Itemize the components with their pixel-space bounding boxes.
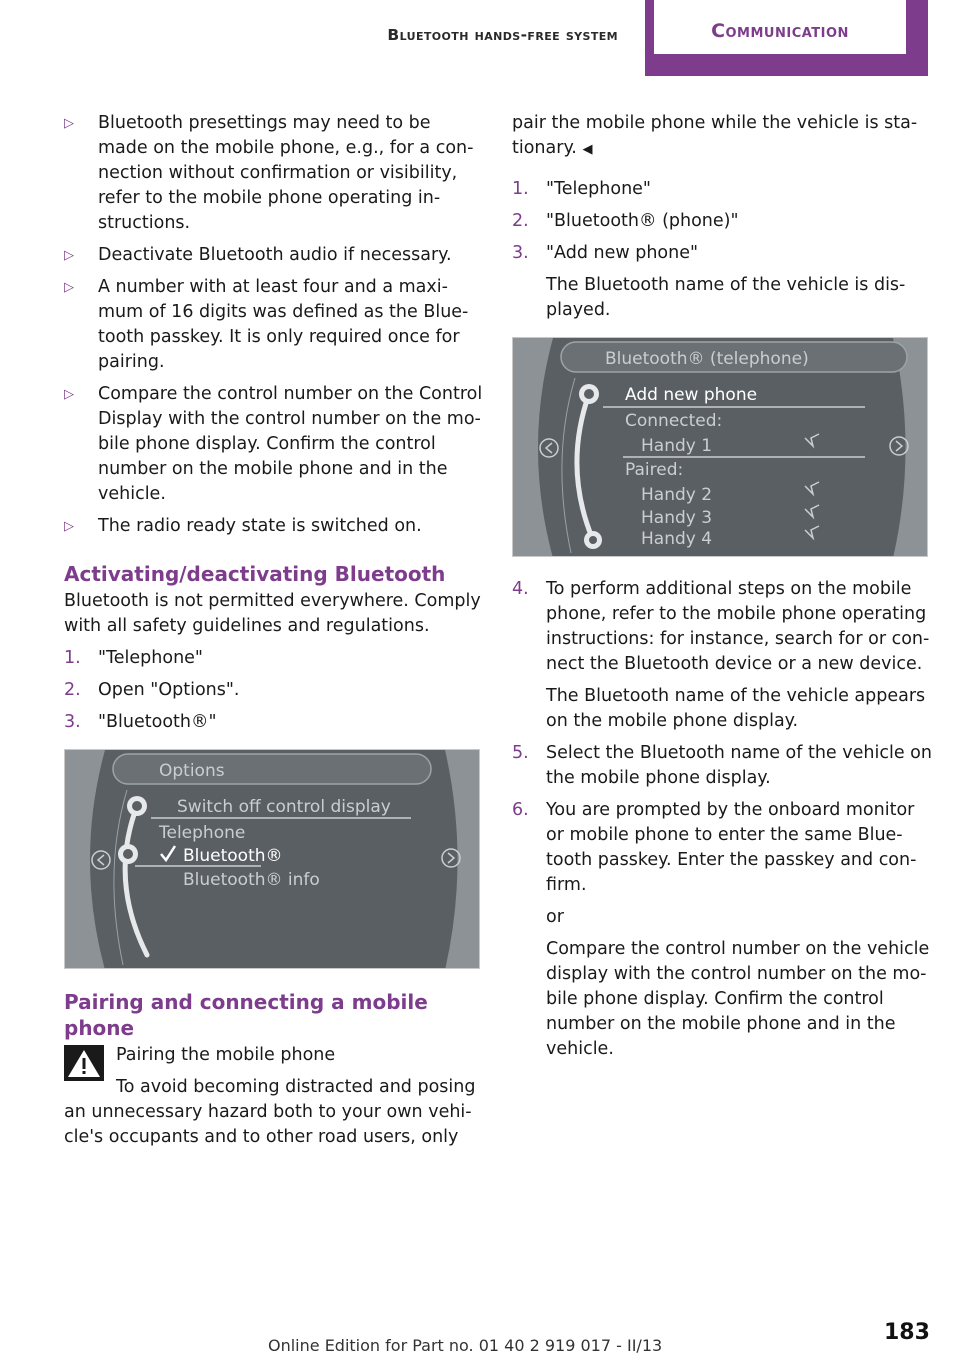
end-mark: ◀ xyxy=(582,142,593,157)
bullet-mark: ▷ xyxy=(64,387,74,402)
bullet-text: Deactivate Bluetooth audio if necessary. xyxy=(98,245,452,265)
list-item xyxy=(512,741,932,791)
list-item xyxy=(64,710,484,735)
menu-item: Handy 4 xyxy=(641,529,713,549)
list-item xyxy=(512,209,932,234)
step-number: 6. xyxy=(512,800,529,820)
step-number: 2. xyxy=(512,211,529,231)
list-item xyxy=(64,275,484,375)
step-text: "Telephone" xyxy=(98,648,203,668)
step-number: 3. xyxy=(512,243,529,263)
step-number: 5. xyxy=(512,743,529,763)
warning-block xyxy=(64,1043,484,1068)
step-note: The Bluetooth name of the vehicle appears on the mobile phone display. xyxy=(546,686,926,731)
menu-item-selected: Bluetooth® xyxy=(183,846,283,866)
step-note: Compare the control number on the vehicle display with the control number on the mo‐bile phone display. Confirm the control number on the mobile phone and in the vehicle. xyxy=(546,939,930,1059)
options-screen xyxy=(64,749,480,969)
heading-pairing: Pairing and connecting a mobile phone xyxy=(64,990,428,1040)
menu-item-selected: Add new phone xyxy=(625,385,758,405)
list-item xyxy=(512,177,932,202)
bluetooth-telephone-screen xyxy=(512,337,928,557)
running-header xyxy=(300,0,640,76)
step-number: 1. xyxy=(512,179,529,199)
page-number: 183 xyxy=(884,1320,930,1345)
menu-group-label: Paired: xyxy=(625,460,684,480)
bullet-mark: ▷ xyxy=(64,519,74,534)
bullet-text: A number with at least four and a maxi‐mum of 16 digits was defined as the Blue‐tooth passkey. It is only required once for pairing. xyxy=(98,277,469,372)
step-number: 4. xyxy=(512,579,529,599)
warning-title: Pairing the mobile phone xyxy=(116,1045,336,1065)
screen-title: Bluetooth® (telephone) xyxy=(605,349,809,369)
screen-title: Options xyxy=(159,761,225,781)
menu-item: Handy 3 xyxy=(641,508,713,528)
continued-content: pair the mobile phone while the vehicle is sta‐tionary. xyxy=(512,113,918,158)
warning-icon xyxy=(64,1045,104,1081)
chapter-tab xyxy=(645,0,928,76)
step-note: The Bluetooth name of the vehicle is dis‐played. xyxy=(546,275,906,320)
right-column xyxy=(512,111,932,1069)
step-number: 3. xyxy=(64,712,81,732)
step-text: "Bluetooth® (phone)" xyxy=(546,211,739,231)
bullet-text: Compare the control number on the Control Display with the control number on the mo‐bile phone display. Confirm the control number on the mobile phone and in the vehicle. xyxy=(98,384,483,504)
left-column xyxy=(64,111,484,1157)
step-text: To perform additional steps on the mobile phone, refer to the mobile phone operating instructions: for instance, search for or con‐nect the Bluetooth device or a new device. xyxy=(546,579,930,674)
activate-intro: Bluetooth is not permitted everywhere. Comply with all safety guidelines and regulations. xyxy=(64,591,481,636)
step-text: Select the Bluetooth name of the vehicle on the mobile phone display. xyxy=(546,743,932,788)
list-item xyxy=(64,514,484,539)
bullet-text: The radio ready state is switched on. xyxy=(98,516,422,536)
list-item xyxy=(64,111,484,236)
menu-item: Handy 1 xyxy=(641,436,713,456)
step-text: "Telephone" xyxy=(546,179,651,199)
list-item xyxy=(64,243,484,268)
step-text: You are prompted by the onboard monitor or mobile phone to enter the same Blue‐tooth passkey. Enter the passkey and con‐firm. xyxy=(546,800,917,895)
step-text: "Bluetooth®" xyxy=(98,712,217,732)
step-number: 2. xyxy=(64,680,81,700)
edition-note: Online Edition for Part no. 01 40 2 919 017 - II/13 xyxy=(268,1336,663,1355)
menu-group-label: Connected: xyxy=(625,411,723,431)
heading-activate: Activating/deactivating Bluetooth xyxy=(64,562,446,586)
menu-item: Bluetooth® info xyxy=(183,870,320,890)
menu-item: Switch off control display xyxy=(177,797,391,817)
list-item xyxy=(64,382,484,507)
list-item xyxy=(64,678,484,703)
list-item xyxy=(512,577,932,677)
bullet-mark: ▷ xyxy=(64,116,74,131)
warning-text-content: To avoid becoming distracted and posing an unnecessary hazard both to your own vehi‐cle's occupants and to other road users, only xyxy=(64,1077,476,1147)
chapter-tab-inner xyxy=(654,0,906,54)
step-text: Open "Options". xyxy=(98,680,240,700)
section-title: Bluetooth hands-free system xyxy=(387,26,618,44)
menu-item: Telephone xyxy=(159,823,246,843)
bullet-mark: ▷ xyxy=(64,248,74,263)
bullet-mark: ▷ xyxy=(64,280,74,295)
chapter-title: Communication xyxy=(711,20,849,42)
warning-text xyxy=(64,1075,484,1150)
bullet-text: Bluetooth presettings may need to be made on the mobile phone, e.g., for a con‐nection without confirmation or visibility, refer to the mobile phone operating in‐structions. xyxy=(98,113,474,233)
continued-text xyxy=(512,111,932,162)
step-number: 1. xyxy=(64,648,81,668)
step-text: "Add new phone" xyxy=(546,243,699,263)
list-item xyxy=(512,241,932,266)
menu-item: Handy 2 xyxy=(641,485,713,505)
step-or: or xyxy=(546,907,564,927)
list-item xyxy=(64,646,484,671)
list-item xyxy=(512,798,932,898)
